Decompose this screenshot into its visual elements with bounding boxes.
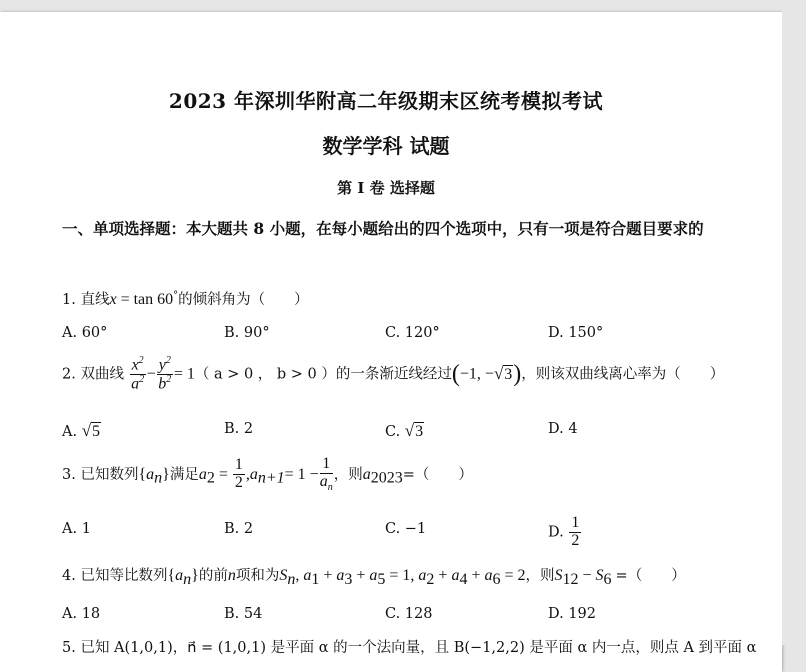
question-3: 3. 已知数列$\{a_n\}$满足$a_2$ = $\frac{1}{2}$ $,a_{n+1}= 1$ − $\frac{1}{a_n}$ ，则$a_{2023}=$（ ） [62,455,473,493]
question-4: 4. 已知等比数列$\{a_n\}$的前n项和为$S_n$, $a_1 + a_3 + a_5 = 1$, $a_2 + a_4 + a_6 = 2$，则$S_{12} - S_6$ =（ ） [62,567,686,588]
option-a[interactable]: A. 1 [62,521,91,537]
option-d[interactable]: D. $\frac{1}{2}$ [548,514,580,549]
option-c[interactable]: C. 120° [385,325,440,341]
option-b[interactable]: B. 2 [224,421,254,437]
document-page [0,12,782,672]
option-d[interactable]: D. 150° [548,325,604,341]
option-c[interactable]: C. −1 [385,521,427,537]
viewer-gutter [782,0,806,645]
section-heading: 一、单项选择题：本大题共 8 小题，在每小题给出的四个选项中，只有一项是符合题目要求的 [62,219,704,238]
option-d[interactable]: D. 4 [548,421,578,437]
question-1: 1. 直线x = tan 60°的倾斜角为（ ） [62,290,309,308]
option-c[interactable]: C. √3 [385,421,424,440]
option-b[interactable]: B. 54 [224,606,263,622]
option-a[interactable]: A. 60° [62,325,108,341]
question-2: 2. 双曲线 $\frac{x^2}{a^2}$ − $\frac{y^2}{b^2}$ = 1（ a > 0 ， b > 0 ）的一条渐近线经过(−1, −√3)，则该双曲线离心率为（ ） [62,355,725,393]
option-c[interactable]: C. 128 [385,606,433,622]
option-b[interactable]: B. 90° [224,325,270,341]
option-d[interactable]: D. 192 [548,606,597,622]
question-5: 5. 已知 A(1,0,1)，n⃗ = (1,0,1) 是平面 α 的一个法向量，且 B(−1,2,2) 是平面 α 内一点，则点 A 到平面 α [62,640,757,656]
exam-subject: 数学学科 试题 [322,134,450,158]
option-a[interactable]: A. 18 [62,606,101,622]
volume-heading: 第 I 卷 选择题 [337,179,435,197]
option-b[interactable]: B. 2 [224,521,254,537]
exam-title: 2023 年深圳华附高二年级期末区统考模拟考试 [168,89,604,113]
option-a[interactable]: A. √5 [62,421,101,440]
